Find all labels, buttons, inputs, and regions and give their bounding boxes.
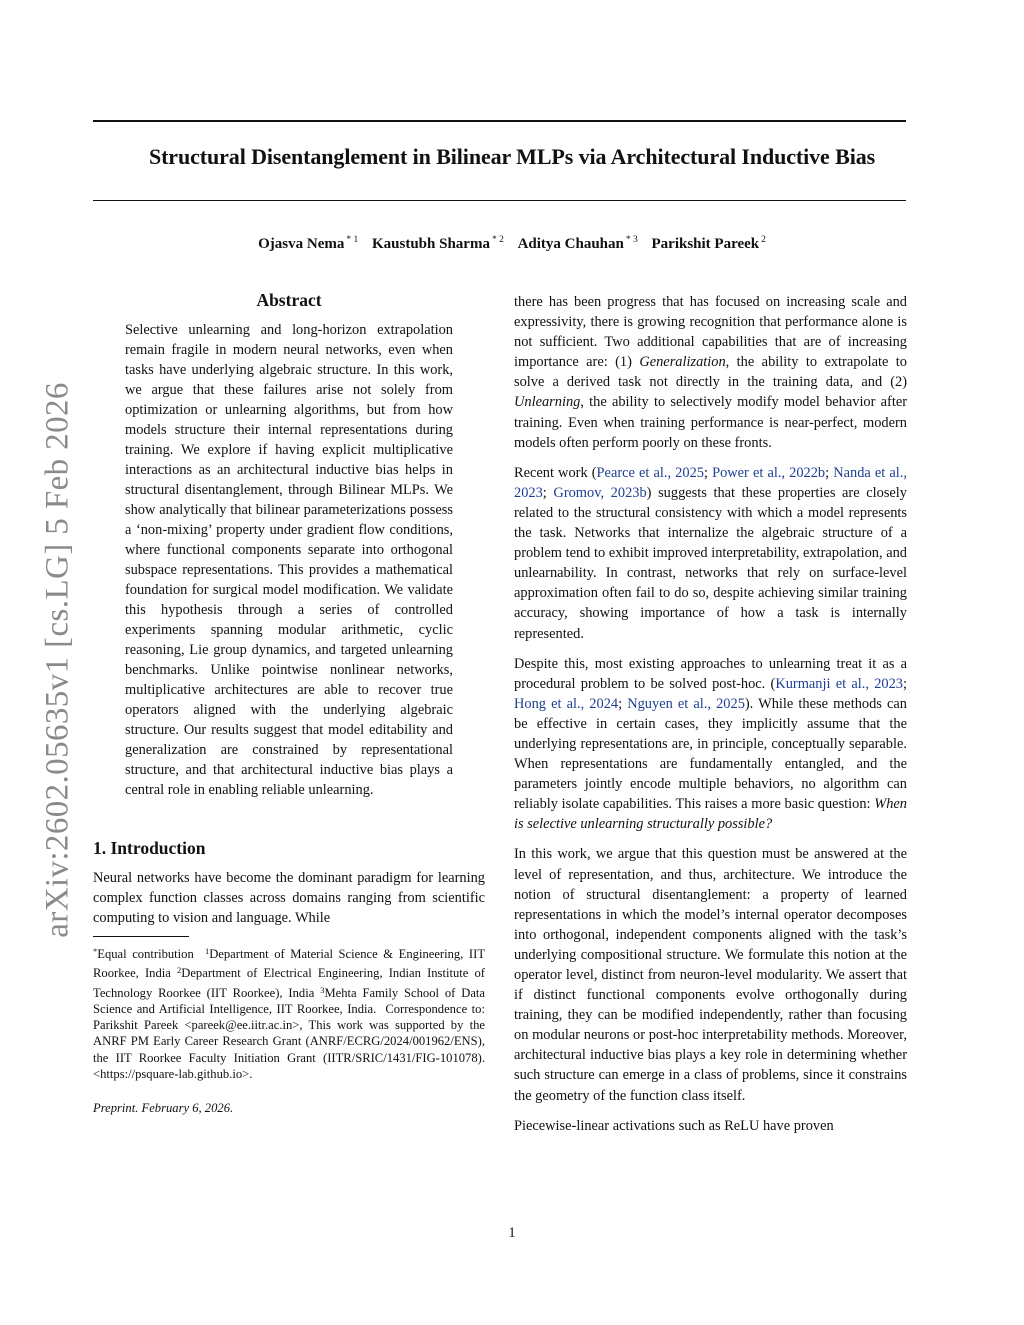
right-column	[514, 292, 907, 1146]
citation-link[interactable]: Pearce et al., 2025	[596, 464, 704, 481]
abstract-text: Selective unlearning and long-horizon extrapolation remain fragile in modern neural networks, even when tasks have underlying algebraic structure. In this work, we argue that these failures arise not solely from optimization or unlearning algorithms, but from how models structure their internal representations during training. We explore if having explicit multiplicative interactions as an architectural inductive bias helps in structural disentanglement, through Bilinear MLPs. We show analytically that bilinear parameterizations possess a ‘non-mixing’ property under gradient flow conditions, where functional components separate into orthogonal subspace representations. This provides a mathematical foundation for surgical model modification. We validate this hypothesis through a series of controlled experiments spanning modular arithmetic, cyclic reasoning, Lie group dynamics, and targeted unlearning benchmarks. Unlike pointwise nonlinear networks, multiplicative architectures are able to recover true operators aligned with the underlying algebraic structure. Our results suggest that model editability and generalization are constrained by representational structure, and that architectural inductive bias plays a central role in enabling reliable unlearning.	[125, 322, 453, 798]
left-column	[93, 290, 485, 1116]
affiliation-footnote: *Equal contribution $^1$Department of Material Science & Engineering, IIT Roorkee, India $^2$Department of Electrical Engineering, Indian Institute of Technology Roorkee (IIT Roorkee), India $^3$Mehta Family School of Data Science and Artificial Intelligence, IIT Roorkee, India. Correspondence to: Parikshit Pareek <pareek@ee.iitr.ac.in>, This work was supported by the ANRF PM Early Career Research Grant (ANRF/ECRG/2024/001962/ENS), the IIT Roorkee Faculty Initiation Grant (IITR/SRIC/1431/FIG-101078). <https://psquare-lab.github.io>.	[93, 946, 486, 1081]
author-4: Parikshit Pareek $^2$	[651, 235, 766, 252]
preprint-note: Preprint. February 6, 2026.	[93, 1100, 234, 1115]
citation-link[interactable]: Hong et al., 2024	[514, 695, 619, 712]
author-list	[0, 235, 1024, 253]
page-number: 1	[508, 1225, 516, 1241]
intro-paragraph-3: Recent work (Pearce et al., 2025; Power et al., 2022b; Nanda et al., 2023; Gromov, 2023b) suggests that these properties are closely related to the structural consistency with which a model represents the task. Networks that internalize the algebraic structure of a problem tend to exhibit improved interpretability, extrapolation, and unlearnability. In contrast, networks that rely on surface-level approximation often fail to do so, despite achieving similar training accuracy, showing importance of how a task is internally represented.	[514, 464, 907, 642]
author-3: Aditya Chauhan $^{* 3}$	[517, 235, 638, 252]
citation-link[interactable]: Gromov, 2023b	[553, 484, 647, 501]
footnote-rule	[93, 936, 189, 937]
abstract-heading: Abstract	[256, 290, 322, 310]
citation-link[interactable]: Power et al., 2022b	[712, 464, 826, 481]
intro-paragraph-1: Neural networks have become the dominant paradigm for learning complex function classes across domains ranging from scientific computing to vision and language. While	[93, 870, 485, 927]
citation-link[interactable]: Nanda et al., 2023	[514, 464, 907, 501]
citation-link[interactable]: Kurmanji et al., 2023	[775, 675, 903, 692]
intro-paragraph-2: there has been progress that has focused on increasing scale and expressivity, there is growing recognition that performance alone is not sufficient. Two additional capabilities that are of increasing importance are: (1) Generalization, the ability to extrapolate to solve a derived task not directly in the training data, and (2) Unlearning, the ability to selectively modify model behavior after training. Even when training performance is near-perfect, modern models often perform poorly on these fronts.	[514, 294, 907, 451]
intro-paragraph-6: Piecewise-linear activations such as ReLU have proven	[514, 1117, 834, 1134]
intro-paragraph-5: In this work, we argue that this question must be answered at the level of representation, and thus, architecture. We introduce the notion of structural disentanglement: a property of learned representations in which the model’s internal operator decomposes into orthogonal, independent components aligned with the task’s underlying compositional structure. We formulate this notion at the operator level, distinct from neuron-level modularity. We assert that if distinct functional components evolve orthogonally during training, they can be modified independently, rather than focusing on modular neurons or post-hoc interpretability methods. Moreover, architectural inductive bias plays a key role in determining whether such structure can emerge in a class of problems, since it constrains the geometry of the function class itself.	[514, 846, 907, 1104]
paper-title: Structural Disentanglement in Bilinear MLPs via Architectural Inductive Bias	[148, 144, 876, 169]
arxiv-stamp: arXiv:2602.05635v1 [cs.LG] 5 Feb 2026	[39, 382, 76, 938]
title-rule-top	[93, 120, 906, 122]
author-1: Ojasva Nema $^{* 1}$	[258, 235, 359, 252]
citation-link[interactable]: Nguyen et al., 2025	[627, 695, 745, 712]
title-rule-bottom	[93, 200, 906, 201]
intro-paragraph-4: Despite this, most existing approaches to unlearning treat it as a procedural problem to be solved post-hoc. (Kurmanji et al., 2023; Hong et al., 2024; Nguyen et al., 2025). While these methods can be effective in certain cases, they implicitly assume that the underlying representations are, in principle, conceptually separable. When representations are fundamentally entangled, and the parameters jointly encode multiple behaviors, no algorithm can reliably isolate capabilities. This raises a more basic question: When is selective unlearning structurally possible?	[514, 655, 907, 833]
author-2: Kaustubh Sharma $^{* 2}$	[371, 235, 504, 252]
introduction-heading: 1. Introduction	[93, 838, 206, 858]
